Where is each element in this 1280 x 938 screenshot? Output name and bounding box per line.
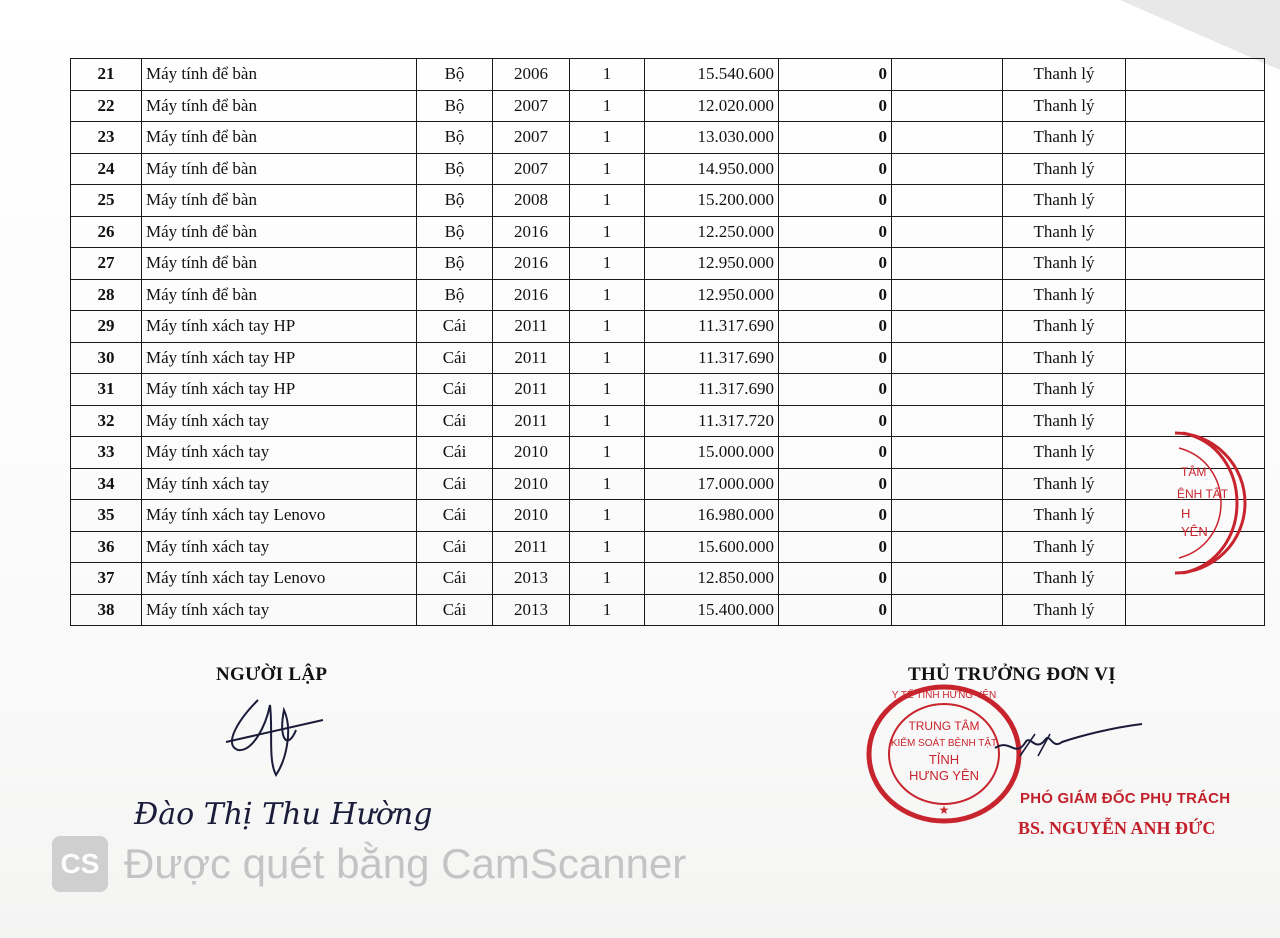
remaining-value-cell: 0 [779, 594, 892, 626]
table-row [71, 185, 1265, 217]
unit-cell: Bộ [417, 153, 493, 185]
empty-cell [892, 437, 1003, 469]
status-cell: Thanh lý [1003, 468, 1126, 500]
unit-cell: Cái [417, 594, 493, 626]
original-value-cell: 11.317.690 [645, 374, 779, 406]
year-cell: 2016 [493, 216, 570, 248]
asset-name-cell: Máy tính xách tay [142, 531, 417, 563]
remaining-value-cell: 0 [779, 468, 892, 500]
quantity-cell: 1 [570, 531, 645, 563]
seal-center-line: HƯNG YÊN [908, 768, 980, 783]
watermark-text: Được quét bằng CamScanner [124, 840, 687, 887]
asset-name-cell: Máy tính xách tay [142, 468, 417, 500]
asset-name-cell: Máy tính xách tay HP [142, 311, 417, 343]
table-row [71, 311, 1265, 343]
original-value-cell: 14.950.000 [645, 153, 779, 185]
director-signature-icon [990, 718, 1150, 768]
table-row [71, 248, 1265, 280]
empty-cell [892, 563, 1003, 595]
row-number-cell: 27 [71, 248, 142, 280]
status-cell: Thanh lý [1003, 342, 1126, 374]
remaining-value-cell: 0 [779, 405, 892, 437]
empty-cell [892, 90, 1003, 122]
remaining-value-cell: 0 [779, 248, 892, 280]
seal-center-line: KIỂM SOÁT BỆNH TẬT [890, 738, 998, 749]
quantity-cell: 1 [570, 374, 645, 406]
empty-cell [1126, 248, 1265, 280]
status-cell: Thanh lý [1003, 248, 1126, 280]
empty-cell [1126, 342, 1265, 374]
quantity-cell: 1 [570, 153, 645, 185]
empty-cell [892, 500, 1003, 532]
seal-star-icon: ★ [938, 803, 950, 817]
empty-cell [892, 279, 1003, 311]
unit-cell: Bộ [417, 279, 493, 311]
status-cell: Thanh lý [1003, 500, 1126, 532]
asset-table [70, 58, 1265, 626]
empty-cell [1126, 279, 1265, 311]
row-number-cell: 37 [71, 563, 142, 595]
year-cell: 2007 [493, 122, 570, 154]
empty-cell [892, 153, 1003, 185]
quantity-cell: 1 [570, 468, 645, 500]
status-cell: Thanh lý [1003, 153, 1126, 185]
remaining-value-cell: 0 [779, 122, 892, 154]
year-cell: 2010 [493, 468, 570, 500]
original-value-cell: 17.000.000 [645, 468, 779, 500]
unit-cell: Bộ [417, 248, 493, 280]
asset-name-cell: Máy tính xách tay Lenovo [142, 563, 417, 595]
preparer-handwritten-name: Đào Thị Thu Hường [134, 797, 433, 832]
remaining-value-cell: 0 [779, 216, 892, 248]
quantity-cell: 1 [570, 122, 645, 154]
quantity-cell: 1 [570, 500, 645, 532]
table-row [71, 153, 1265, 185]
asset-name-cell: Máy tính xách tay [142, 405, 417, 437]
unit-cell: Cái [417, 437, 493, 469]
table-row [71, 342, 1265, 374]
original-value-cell: 16.980.000 [645, 500, 779, 532]
asset-name-cell: Máy tính để bàn [142, 153, 417, 185]
status-cell: Thanh lý [1003, 90, 1126, 122]
original-value-cell: 11.317.720 [645, 405, 779, 437]
original-value-cell: 11.317.690 [645, 342, 779, 374]
empty-cell [892, 468, 1003, 500]
seal-ring-text: Y TẾ TỈNH HƯNG YÊN [891, 690, 997, 701]
row-number-cell: 32 [71, 405, 142, 437]
quantity-cell: 1 [570, 248, 645, 280]
empty-cell [892, 405, 1003, 437]
asset-name-cell: Máy tính để bàn [142, 216, 417, 248]
status-cell: Thanh lý [1003, 437, 1126, 469]
preparer-title: NGƯỜI LẬP [216, 664, 328, 685]
remaining-value-cell: 0 [779, 59, 892, 91]
partial-seal-line: YÊN [1181, 524, 1208, 539]
unit-cell: Cái [417, 500, 493, 532]
asset-name-cell: Máy tính xách tay [142, 437, 417, 469]
quantity-cell: 1 [570, 563, 645, 595]
row-number-cell: 38 [71, 594, 142, 626]
quantity-cell: 1 [570, 437, 645, 469]
table-row [71, 279, 1265, 311]
status-cell: Thanh lý [1003, 563, 1126, 595]
remaining-value-cell: 0 [779, 90, 892, 122]
seal-center-line: TỈNH [928, 752, 960, 767]
empty-cell [892, 122, 1003, 154]
table-row [71, 594, 1265, 626]
empty-cell [892, 248, 1003, 280]
original-value-cell: 15.540.600 [645, 59, 779, 91]
year-cell: 2007 [493, 90, 570, 122]
original-value-cell: 15.400.000 [645, 594, 779, 626]
remaining-value-cell: 0 [779, 437, 892, 469]
empty-cell [1126, 216, 1265, 248]
empty-cell [1126, 311, 1265, 343]
asset-name-cell: Máy tính xách tay Lenovo [142, 500, 417, 532]
empty-cell [1126, 594, 1265, 626]
row-number-cell: 26 [71, 216, 142, 248]
original-value-cell: 15.200.000 [645, 185, 779, 217]
row-number-cell: 29 [71, 311, 142, 343]
unit-cell: Cái [417, 374, 493, 406]
remaining-value-cell: 0 [779, 279, 892, 311]
asset-name-cell: Máy tính xách tay [142, 594, 417, 626]
row-number-cell: 36 [71, 531, 142, 563]
row-number-cell: 25 [71, 185, 142, 217]
status-cell: Thanh lý [1003, 405, 1126, 437]
asset-name-cell: Máy tính để bàn [142, 248, 417, 280]
asset-name-cell: Máy tính xách tay HP [142, 342, 417, 374]
original-value-cell: 12.250.000 [645, 216, 779, 248]
unit-cell: Cái [417, 531, 493, 563]
unit-cell: Bộ [417, 185, 493, 217]
row-number-cell: 35 [71, 500, 142, 532]
asset-name-cell: Máy tính để bàn [142, 185, 417, 217]
empty-cell [1126, 122, 1265, 154]
empty-cell [892, 531, 1003, 563]
status-cell: Thanh lý [1003, 531, 1126, 563]
asset-name-cell: Máy tính để bàn [142, 59, 417, 91]
quantity-cell: 1 [570, 185, 645, 217]
unit-cell: Cái [417, 311, 493, 343]
status-cell: Thanh lý [1003, 59, 1126, 91]
quantity-cell: 1 [570, 216, 645, 248]
asset-name-cell: Máy tính để bàn [142, 90, 417, 122]
empty-cell [892, 59, 1003, 91]
table-row [71, 374, 1265, 406]
original-value-cell: 12.950.000 [645, 279, 779, 311]
status-cell: Thanh lý [1003, 216, 1126, 248]
year-cell: 2007 [493, 153, 570, 185]
row-number-cell: 28 [71, 279, 142, 311]
asset-name-cell: Máy tính để bàn [142, 122, 417, 154]
partial-seal-icon [1175, 428, 1255, 578]
year-cell: 2010 [493, 437, 570, 469]
seal-center-line: TRUNG TÂM [908, 719, 980, 733]
status-cell: Thanh lý [1003, 279, 1126, 311]
row-number-cell: 24 [71, 153, 142, 185]
status-cell: Thanh lý [1003, 311, 1126, 343]
empty-cell [1126, 90, 1265, 122]
table-row [71, 90, 1265, 122]
year-cell: 2011 [493, 374, 570, 406]
partial-seal-line: TÂM [1181, 465, 1207, 479]
table-row [71, 216, 1265, 248]
signer-name: BS. NGUYỄN ANH ĐỨC [1018, 818, 1216, 838]
year-cell: 2016 [493, 248, 570, 280]
year-cell: 2011 [493, 405, 570, 437]
unit-cell: Cái [417, 563, 493, 595]
asset-name-cell: Máy tính để bàn [142, 279, 417, 311]
asset-name-cell: Máy tính xách tay HP [142, 374, 417, 406]
table-row [71, 500, 1265, 532]
partial-seal-line: ỆNH TẬT [1177, 487, 1229, 501]
row-number-cell: 22 [71, 90, 142, 122]
quantity-cell: 1 [570, 59, 645, 91]
unit-cell: Cái [417, 342, 493, 374]
table-row [71, 405, 1265, 437]
table-row [71, 59, 1265, 91]
original-value-cell: 15.000.000 [645, 437, 779, 469]
status-cell: Thanh lý [1003, 594, 1126, 626]
empty-cell [892, 311, 1003, 343]
original-value-cell: 12.950.000 [645, 248, 779, 280]
original-value-cell: 15.600.000 [645, 531, 779, 563]
original-value-cell: 12.850.000 [645, 563, 779, 595]
deputy-director-title: PHÓ GIÁM ĐỐC PHỤ TRÁCH [1020, 790, 1231, 807]
remaining-value-cell: 0 [779, 531, 892, 563]
empty-cell [1126, 185, 1265, 217]
empty-cell [892, 185, 1003, 217]
unit-cell: Bộ [417, 216, 493, 248]
preparer-signature-icon [218, 690, 338, 780]
asset-table-body [71, 59, 1265, 626]
unit-cell: Bộ [417, 90, 493, 122]
remaining-value-cell: 0 [779, 153, 892, 185]
camscanner-logo-icon: CS [52, 836, 108, 892]
original-value-cell: 11.317.690 [645, 311, 779, 343]
unit-cell: Cái [417, 405, 493, 437]
table-row [71, 122, 1265, 154]
year-cell: 2013 [493, 563, 570, 595]
quantity-cell: 1 [570, 594, 645, 626]
row-number-cell: 34 [71, 468, 142, 500]
year-cell: 2016 [493, 279, 570, 311]
head-of-unit-title: THỦ TRƯỞNG ĐƠN VỊ [908, 664, 1116, 685]
empty-cell [892, 216, 1003, 248]
status-cell: Thanh lý [1003, 122, 1126, 154]
unit-cell: Bộ [417, 59, 493, 91]
status-cell: Thanh lý [1003, 374, 1126, 406]
year-cell: 2006 [493, 59, 570, 91]
unit-cell: Bộ [417, 122, 493, 154]
remaining-value-cell: 0 [779, 374, 892, 406]
quantity-cell: 1 [570, 279, 645, 311]
year-cell: 2010 [493, 500, 570, 532]
year-cell: 2011 [493, 311, 570, 343]
row-number-cell: 31 [71, 374, 142, 406]
empty-cell [892, 342, 1003, 374]
unit-cell: Cái [417, 468, 493, 500]
year-cell: 2011 [493, 342, 570, 374]
table-row [71, 531, 1265, 563]
quantity-cell: 1 [570, 405, 645, 437]
empty-cell [892, 374, 1003, 406]
year-cell: 2011 [493, 531, 570, 563]
status-cell: Thanh lý [1003, 185, 1126, 217]
empty-cell [1126, 153, 1265, 185]
remaining-value-cell: 0 [779, 185, 892, 217]
quantity-cell: 1 [570, 311, 645, 343]
empty-cell [1126, 374, 1265, 406]
empty-cell [1126, 59, 1265, 91]
table-row [71, 437, 1265, 469]
year-cell: 2013 [493, 594, 570, 626]
camscanner-watermark [52, 836, 686, 892]
quantity-cell: 1 [570, 90, 645, 122]
remaining-value-cell: 0 [779, 311, 892, 343]
row-number-cell: 30 [71, 342, 142, 374]
remaining-value-cell: 0 [779, 563, 892, 595]
table-row [71, 563, 1265, 595]
original-value-cell: 13.030.000 [645, 122, 779, 154]
empty-cell [892, 594, 1003, 626]
year-cell: 2008 [493, 185, 570, 217]
table-row [71, 468, 1265, 500]
row-number-cell: 33 [71, 437, 142, 469]
partial-seal-line: H [1181, 506, 1191, 521]
row-number-cell: 21 [71, 59, 142, 91]
quantity-cell: 1 [570, 342, 645, 374]
remaining-value-cell: 0 [779, 342, 892, 374]
remaining-value-cell: 0 [779, 500, 892, 532]
row-number-cell: 23 [71, 122, 142, 154]
original-value-cell: 12.020.000 [645, 90, 779, 122]
